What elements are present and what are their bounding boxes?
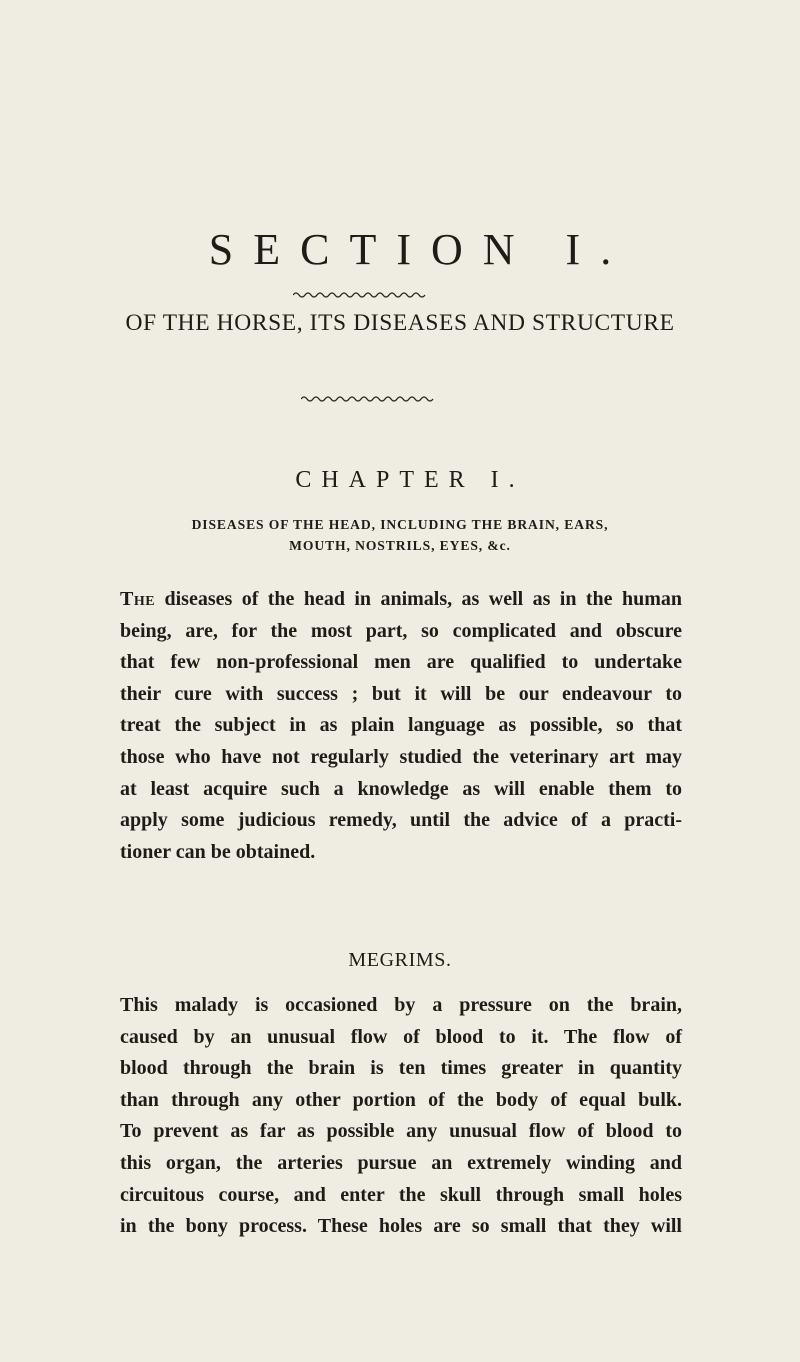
drop-word: The [120,588,156,610]
paragraph-line: in the bony process. These holes are so small that they will [120,1215,682,1238]
paragraph-line: caused by an unusual flow of blood to it. The flow of [120,1025,682,1048]
chapter-subtitle-line: DISEASES OF THE HEAD, INCLUDING THE BRAIN, EARS, [191,517,609,532]
part-title: OF THE HORSE, ITS DISEASES AND STRUCTURE [125,310,675,336]
paragraph-line: those who have not regularly studied the veterinary art may [120,745,682,768]
paragraph-line: To prevent as far as possible any unusual flow of blood to [120,1120,682,1143]
paragraph-line: that few non-professional men are qualified to undertake [120,651,682,674]
wavy-rule-ornament [301,394,435,404]
section-heading: SECTION I. [208,225,632,274]
chapter-heading: CHAPTER I. [295,467,525,493]
paragraph-line: being, are, for the most part, so complicated and obscure [120,619,682,642]
paragraph-line: this organ, the arteries pursue an extremely winding and [120,1151,682,1174]
paragraph-line: at least acquire such a knowledge as will enable them to [120,777,682,800]
megrims-heading: MEGRIMS. [348,949,452,971]
chapter-subtitle [100,514,700,556]
paragraph-line: their cure with success ; but it will be our endeavour to [120,682,682,705]
paragraph-line: circuitous course, and enter the skull through small holes [120,1183,682,1206]
paragraph-line: blood through the brain is ten times greater in quantity [120,1057,682,1080]
megrims-paragraph [120,990,682,1243]
paragraph-line: The diseases of the head in animals, as well as in the human [120,588,682,610]
paragraph-line: than through any other portion of the body of equal bulk. [120,1088,682,1111]
paragraph-line: treat the subject in as plain language as possible, so that [120,714,682,737]
paragraph-line: apply some judicious remedy, until the advice of a practi- [120,809,682,832]
wavy-rule-ornament [293,290,429,300]
intro-paragraph [120,584,682,868]
paragraph-line: tioner can be obtained. [120,840,316,863]
paragraph-line: This malady is occasioned by a pressure on the brain, [120,994,682,1016]
chapter-subtitle-line: MOUTH, NOSTRILS, EYES, &c. [289,538,511,553]
